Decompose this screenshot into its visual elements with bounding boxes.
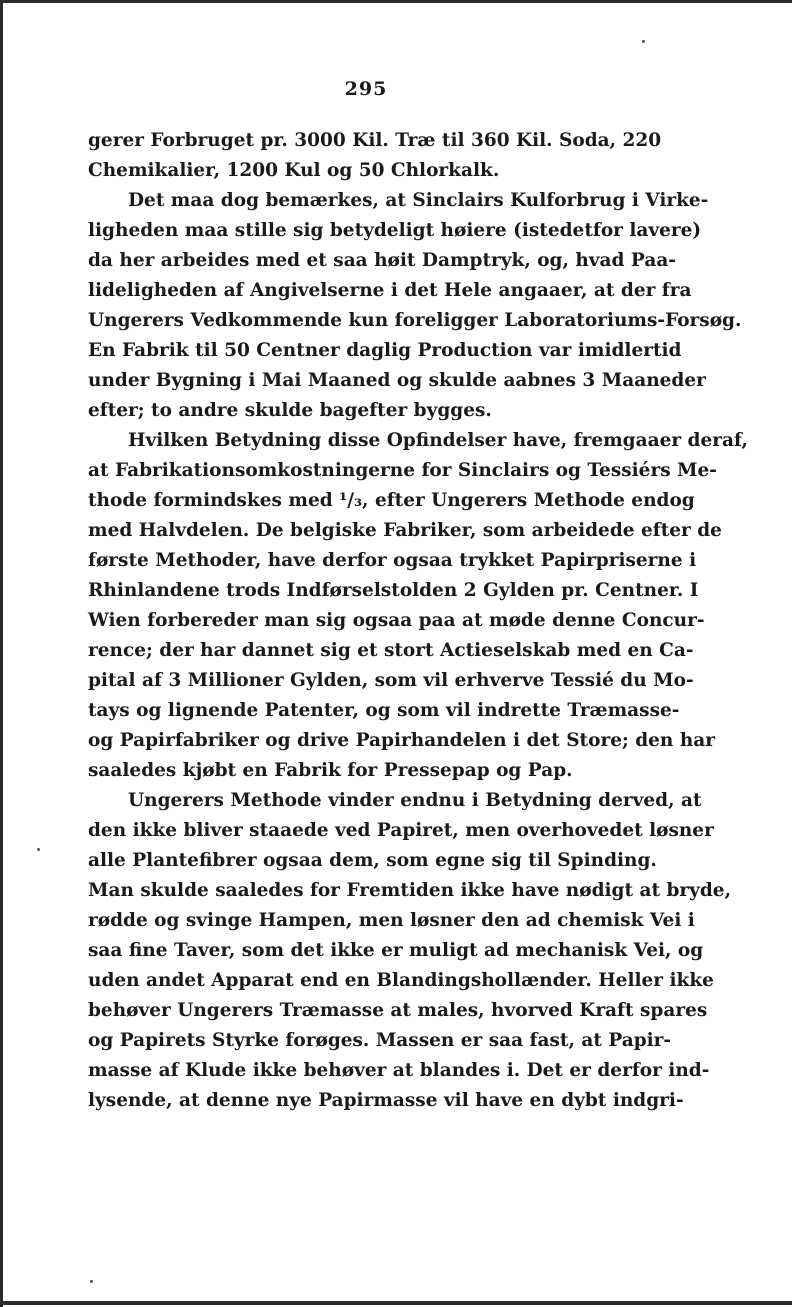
text-line: gerer Forbruget pr. 3000 Kil. Træ til 360 Kil. Soda, 220	[88, 130, 662, 151]
text-line: behøver Ungerers Træmasse at males, hvorved Kraft spares	[88, 1000, 708, 1021]
text-line: Hvilken Betydning disse Opfindelser have, fremgaaer deraf,	[128, 430, 748, 451]
scan-speck	[90, 1280, 93, 1283]
text-line: at Fabrikationsomkostningerne for Sinclairs og Tessiérs Me-	[88, 460, 717, 481]
text-line: saaledes kjøbt en Fabrik for Pressepap og Pap.	[88, 760, 573, 781]
page-edge-left	[0, 0, 3, 1307]
text-line: Rhinlandene trods Indførselstolden 2 Gylden pr. Centner. I	[88, 580, 699, 601]
text-line: lysende, at denne nye Papirmasse vil have en dybt indgri-	[88, 1090, 684, 1111]
text-line: med Halvdelen. De belgiske Fabriker, som arbeidede efter de	[88, 520, 722, 541]
scan-speck	[37, 848, 40, 851]
text-line: da her arbeides med et saa høit Damptryk, og, hvad Paa-	[88, 250, 676, 271]
text-line: pital af 3 Millioner Gylden, som vil erhverve Tessié du Mo-	[88, 670, 694, 691]
text-line: uden andet Apparat end en Blandingshollænder. Heller ikke	[88, 970, 714, 991]
text-line: og Papirfabriker og drive Papirhandelen i det Store; den har	[88, 730, 716, 751]
page-edge-bottom	[0, 1301, 792, 1305]
text-line: første Methoder, have derfor ogsaa trykket Papirpriserne i	[88, 550, 697, 571]
text-line: Chemikalier, 1200 Kul og 50 Chlorkalk.	[88, 160, 500, 181]
text-line: lideligheden af Angivelserne i det Hele angaaer, at der fra	[88, 280, 692, 301]
text-line: Ungerers Vedkommende kun foreligger Laboratoriums-Forsøg.	[88, 310, 742, 331]
text-line: saa fine Taver, som det ikke er muligt ad mechanisk Vei, og	[88, 940, 704, 961]
text-line: Wien forbereder man sig ogsaa paa at møde denne Concur-	[88, 610, 705, 631]
text-line: rence; der har dannet sig et stort Actieselskab med en Ca-	[88, 640, 694, 661]
text-line: En Fabrik til 50 Centner daglig Production var imidlertid	[88, 340, 682, 361]
text-line: masse af Klude ikke behøver at blandes i. Det er derfor ind-	[88, 1060, 710, 1081]
text-line: under Bygning i Mai Maaned og skulde aabnes 3 Maaneder	[88, 370, 706, 391]
text-line: ligheden maa stille sig betydeligt høiere (istedetfor lavere)	[88, 220, 702, 241]
body-text	[88, 126, 748, 1116]
page-edge-top	[0, 0, 792, 3]
text-line: rødde og svinge Hampen, men løsner den ad chemisk Vei i	[88, 910, 695, 931]
text-line: efter; to andre skulde bagefter bygges.	[88, 400, 492, 421]
text-line: og Papirets Styrke forøges. Massen er saa fast, at Papir-	[88, 1030, 672, 1051]
text-line: alle Plantefibrer ogsaa dem, som egne sig til Spinding.	[88, 850, 657, 871]
text-line: Man skulde saaledes for Fremtiden ikke have nødigt at bryde,	[88, 880, 732, 901]
text-line: Ungerers Methode vinder endnu i Betydning derved, at	[128, 790, 702, 811]
text-line: tays og lignende Patenter, og som vil indrette Træmasse-	[88, 700, 680, 721]
text-line: Det maa dog bemærkes, at Sinclairs Kulforbrug i Virke-	[128, 190, 709, 211]
text-line: den ikke bliver staaede ved Papiret, men overhovedet løsner	[88, 820, 714, 841]
page-number: 295	[344, 78, 388, 100]
scan-speck	[642, 40, 645, 43]
text-line: thode formindskes med ¹/₃, efter Ungerers Methode endog	[88, 490, 695, 511]
